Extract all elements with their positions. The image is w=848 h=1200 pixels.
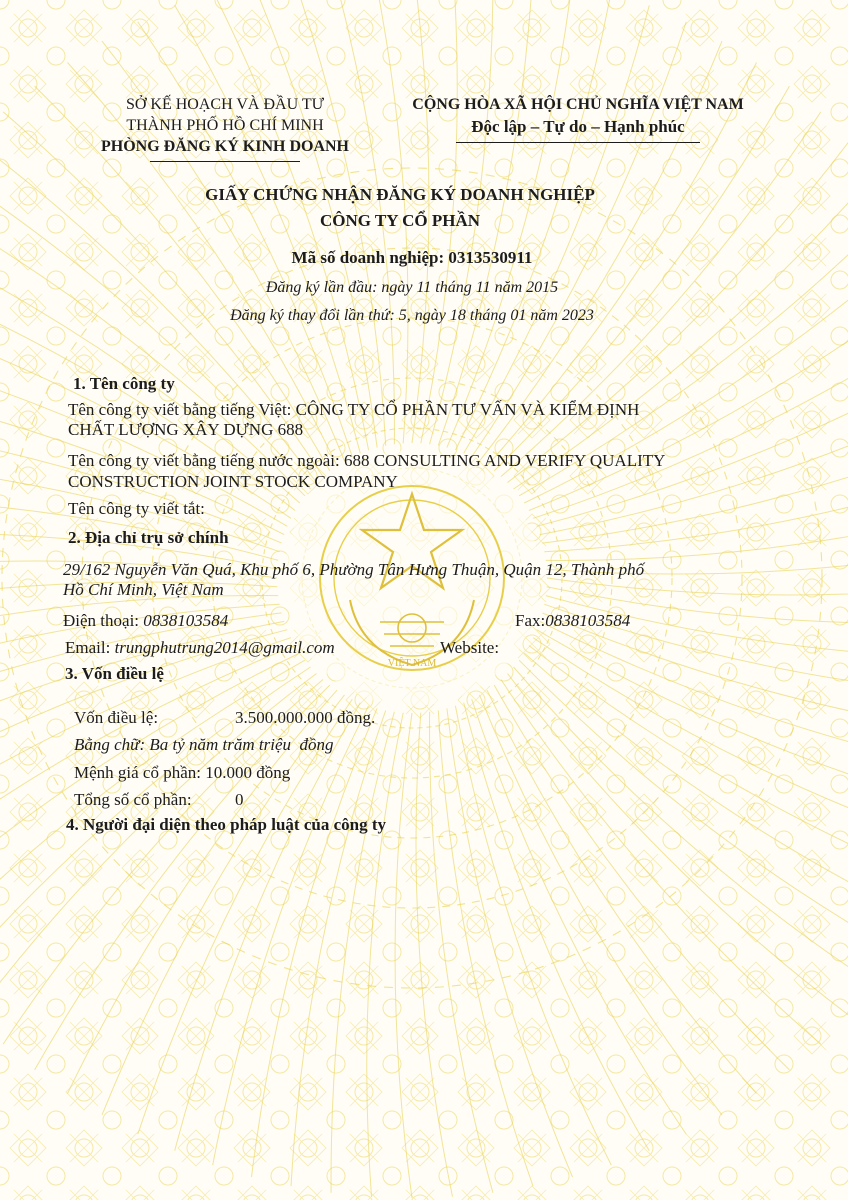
email-value: trungphutrung2014@gmail.com (114, 638, 335, 657)
phone-row (63, 611, 228, 631)
motto-underline (456, 142, 700, 143)
national-title: CỘNG HÒA XÃ HỘI CHỦ NGHĨA VIỆT NAM (412, 96, 744, 113)
company-name-short-label: Tên công ty viết tắt: (68, 499, 205, 518)
issuer-block (80, 94, 370, 162)
email-label: Email: (65, 638, 111, 657)
shares-label: Tổng số cổ phần: (74, 790, 192, 809)
fax-row (515, 611, 630, 631)
website-label: Website: (440, 638, 500, 657)
national-motto-block (386, 94, 770, 143)
par-row (74, 763, 290, 783)
company-name-vn (68, 400, 639, 420)
address-line-2: Hồ Chí Minh, Việt Nam (63, 580, 224, 599)
company-name-vn-label: Tên công ty viết bằng tiếng Việt: (68, 400, 296, 419)
fax-value: 0838103584 (545, 611, 631, 630)
national-motto: Độc lập – Tự do – Hạnh phúc (471, 117, 685, 136)
capital-words-value: Ba tỷ năm trăm triệu đồng (149, 735, 334, 754)
capital-words (74, 735, 334, 755)
section-2-heading: 2. Địa chỉ trụ sở chính (68, 528, 229, 547)
first-registration: Đăng ký lần đầu: ngày 11 tháng 11 năm 2015 (265, 279, 559, 296)
fax-label: Fax: (515, 611, 546, 630)
shares-value: 0 (235, 790, 244, 809)
issuer-underline (150, 161, 300, 162)
section-1-heading: 1. Tên công ty (73, 374, 175, 393)
company-name-vn-value: CÔNG TY CỔ PHẦN TƯ VẤN VÀ KIỂM ĐỊNH (295, 400, 640, 419)
issuer-line-3: PHÒNG ĐĂNG KÝ KINH DOANH (101, 138, 349, 155)
issuer-line-1: SỞ KẾ HOẠCH VÀ ĐẦU TƯ (125, 96, 325, 113)
company-name-foreign-cont: CONSTRUCTION JOINT STOCK COMPANY (68, 472, 398, 491)
par-value: 10.000 đồng (205, 763, 291, 782)
company-name-vn-cont: CHẤT LƯỢNG XÂY DỰNG 688 (68, 420, 304, 439)
par-label: Mệnh giá cổ phần: (74, 763, 201, 782)
capital-value: 3.500.000.000 đồng. (235, 708, 376, 727)
title-line-2: CÔNG TY CỔ PHẦN (319, 211, 481, 230)
email-row (65, 638, 335, 658)
document-title (0, 182, 800, 234)
emblem-text: VIỆT NAM (387, 658, 437, 669)
section-3-heading: 3. Vốn điều lệ (65, 664, 164, 683)
capital-label: Vốn điều lệ: (74, 708, 159, 727)
company-name-foreign-label: Tên công ty viết bằng tiếng nước ngoài: (68, 451, 344, 470)
issuer-line-2: THÀNH PHỐ HỒ CHÍ MINH (126, 117, 324, 134)
address-line-1: 29/162 Nguyễn Văn Quá, Khu phố 6, Phường Tân Hưng Thuận, Quận 12, Thành phố (63, 560, 645, 579)
phone-label: Điện thoại: (63, 611, 140, 630)
title-line-1: GIẤY CHỨNG NHẬN ĐĂNG KÝ DOANH NGHIỆP (205, 185, 595, 204)
business-code: Mã số doanh nghiệp: 0313530911 (291, 248, 533, 267)
section-4-heading: 4. Người đại diện theo pháp luật của công ty (66, 815, 386, 834)
company-name-foreign (68, 451, 665, 471)
change-registration: Đăng ký thay đổi lần thứ: 5, ngày 18 tháng 01 năm 2023 (230, 307, 594, 324)
capital-words-label: Bằng chữ: (74, 735, 146, 754)
phone-value: 0838103584 (143, 611, 229, 630)
company-name-foreign-value: 688 CONSULTING AND VERIFY QUALITY (343, 451, 666, 470)
